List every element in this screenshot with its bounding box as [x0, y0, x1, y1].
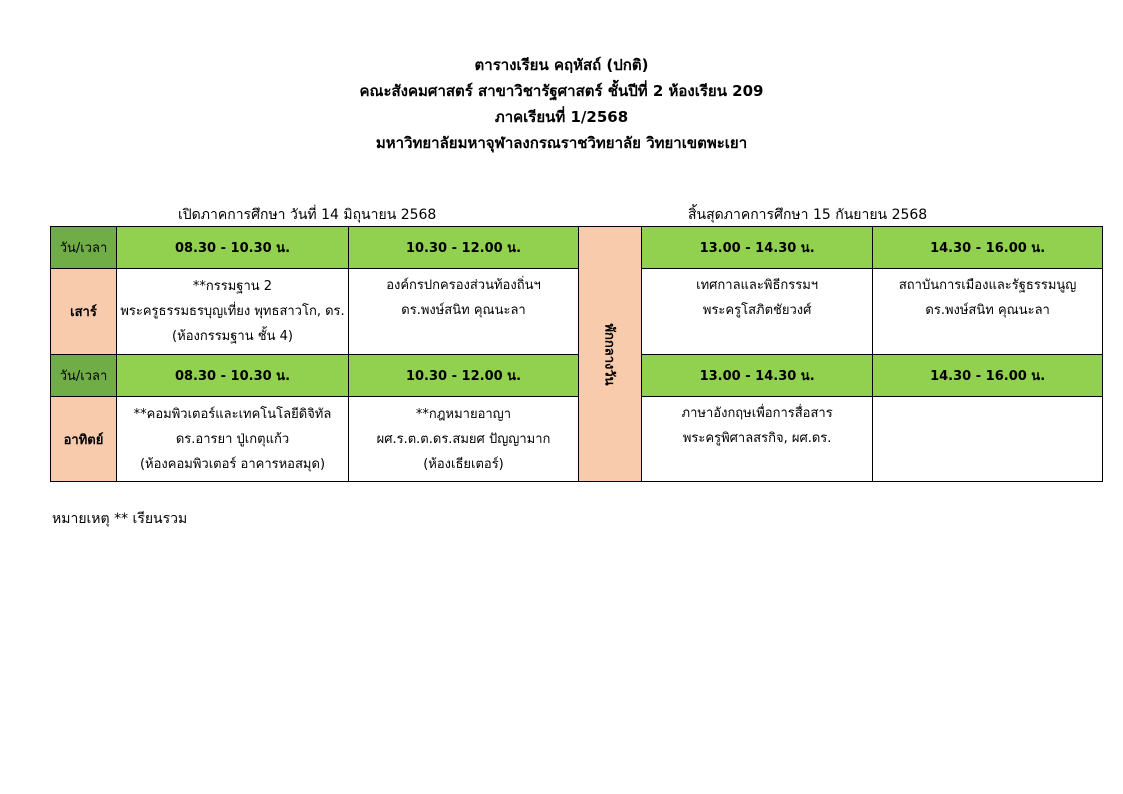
time-slot-4: 14.30 - 16.00 น.	[873, 227, 1103, 269]
room: (ห้องเธียเตอร์)	[423, 456, 504, 472]
instructor: ดร.พงษ์สนิท คุณนะลา	[401, 303, 526, 318]
time-slot-3: 13.00 - 14.30 น.	[642, 227, 873, 269]
time-header-row	[51, 355, 1103, 397]
empty-cell	[873, 397, 1103, 482]
time-slot-4: 14.30 - 16.00 น.	[873, 355, 1103, 397]
class-cell	[349, 269, 579, 355]
time-slot-3: 13.00 - 14.30 น.	[642, 355, 873, 397]
footnote: หมายเหตุ ** เรียนรวม	[52, 511, 188, 527]
time-header-row	[51, 227, 1103, 269]
sunday-row	[51, 397, 1103, 482]
lunch-break-cell	[579, 227, 642, 482]
time-slot-1: 08.30 - 10.30 น.	[117, 355, 349, 397]
instructor: พระครูธรรมธรบุญเที่ยง พุทธสาวโก, ดร.	[120, 304, 345, 319]
instructor: ดร.พงษ์สนิท คุณนะลา	[925, 303, 1050, 318]
class-cell	[117, 397, 349, 482]
course-name: สถาบันการเมืองและรัฐธรรมนูญ	[898, 278, 1077, 293]
time-slot-2: 10.30 - 12.00 น.	[349, 227, 579, 269]
saturday-row	[51, 269, 1103, 355]
course-name: องค์กรปกครองส่วนท้องถิ่นฯ	[386, 278, 541, 293]
room: (ห้องกรรมฐาน ชั้น 4)	[172, 329, 293, 344]
semester-line: ภาคเรียนที่ 1/2568	[494, 108, 629, 126]
course-name: เทศกาลและพิธีกรรมฯ	[696, 278, 819, 293]
schedule-title: ตารางเรียน คฤหัสถ์ (ปกติ)	[474, 56, 649, 74]
class-cell	[642, 269, 873, 355]
day-time-header: วัน/เวลา	[51, 355, 117, 397]
class-cell	[117, 269, 349, 355]
semester-open-date: เปิดภาคการศึกษา วันที่ 14 มิถุนายน 2568	[178, 207, 437, 223]
instructor: ดร.อารยา ปู่เกตุแก้ว	[175, 431, 290, 447]
class-cell	[642, 397, 873, 482]
day-sunday: อาทิตย์	[51, 397, 117, 482]
course-name: **กฎหมายอาญา	[415, 406, 512, 422]
lunch-break-label: พักกลางวัน	[601, 322, 617, 386]
time-slot-1: 08.30 - 10.30 น.	[117, 227, 349, 269]
document-header	[0, 52, 1123, 156]
day-saturday: เสาร์	[51, 269, 117, 355]
university-line: มหาวิทยาลัยมหาจุฬาลงกรณราชวิทยาลัย วิทยาเขตพะเยา	[375, 134, 748, 152]
course-name: **กรรมฐาน 2	[192, 279, 273, 294]
class-cell	[873, 269, 1103, 355]
day-time-header: วัน/เวลา	[51, 227, 117, 269]
schedule-table	[50, 226, 1103, 482]
instructor: พระครูพิศาลสรกิจ, ผศ.ดร.	[682, 431, 832, 446]
room: (ห้องคอมพิวเตอร์ อาคารหอสมุด)	[139, 456, 326, 472]
course-name: **คอมพิวเตอร์และเทคโนโลยีดิจิทัล	[133, 406, 332, 422]
time-slot-2: 10.30 - 12.00 น.	[349, 355, 579, 397]
semester-close-date: สิ้นสุดภาคการศึกษา 15 กันยายน 2568	[688, 207, 928, 223]
course-name: ภาษาอังกฤษเพื่อการสื่อสาร	[681, 406, 833, 421]
class-cell	[349, 397, 579, 482]
instructor: ผศ.ร.ต.ต.ดร.สมยศ ปัญญามาก	[376, 431, 551, 447]
instructor: พระครูโสภิตชัยวงศ์	[702, 303, 812, 318]
faculty-line: คณะสังคมศาสตร์ สาขาวิชารัฐศาสตร์ ชั้นปีที่ 2 ห้องเรียน 209	[359, 82, 764, 100]
